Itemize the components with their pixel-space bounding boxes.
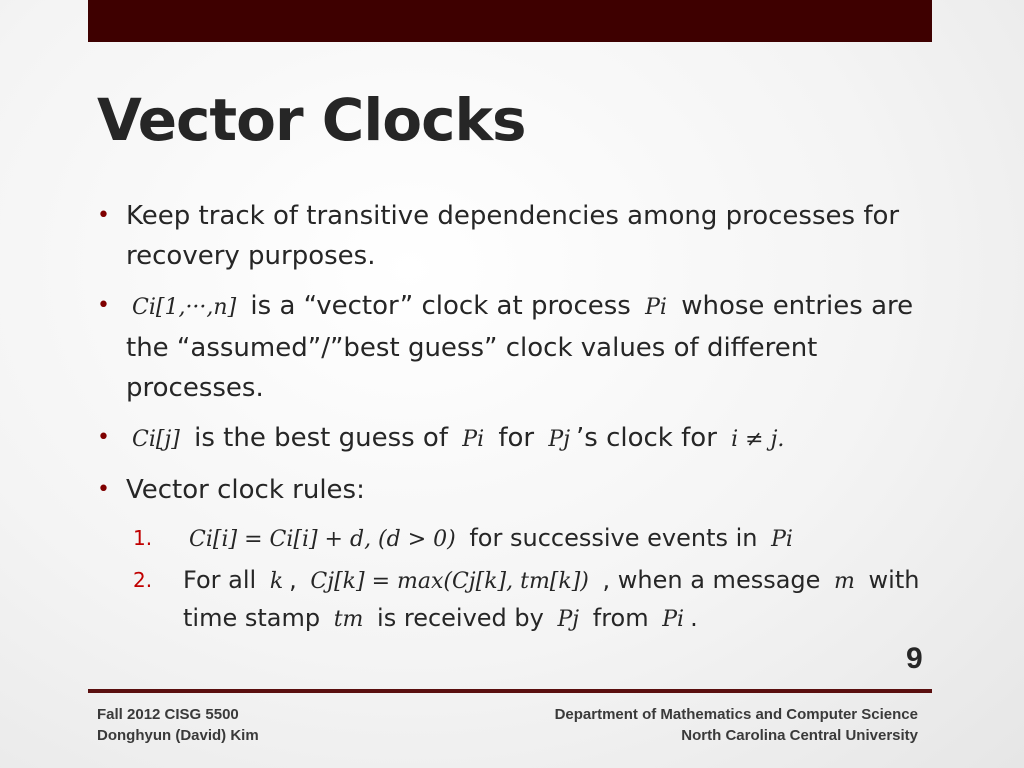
bullet-item [97,418,937,460]
math-expression: Pi [645,295,667,320]
slide-content [97,196,937,642]
bullet-text: Keep track of transitive dependencies among processes for recovery purposes. [126,201,900,271]
bullet-dot-icon: • [97,477,110,502]
rule-text: is received by [369,604,552,632]
bullet-dot-icon: • [97,293,110,318]
footer-left [97,704,259,746]
math-expression: Pi [771,527,793,552]
rule-text: . [690,604,698,632]
rule-text: with time stamp [183,566,920,632]
rule-item [97,520,937,558]
bullet-text: is the best guess of [185,423,457,453]
bullet-text: whose entries are the “assumed”/”best guess” clock values of different processes. [126,291,914,403]
page-number: 9 [906,642,923,675]
bullet-item [97,286,937,408]
rule-text: , [289,566,305,594]
footer-right [555,704,918,746]
bullet-item [97,196,937,276]
math-expression: i ≠ j. [731,427,785,452]
math-expression: Pj [557,607,580,632]
bullet-text: is a “vector” clock at process [242,291,640,321]
bullet-text: ’s clock for [576,423,726,453]
rule-item [97,562,937,638]
rule-text: from [585,604,657,632]
bullet-item [97,470,937,510]
department-label: Department of Mathematics and Computer Science [554,706,918,723]
math-expression: Ci[1,···,n] [132,295,237,320]
bullet-dot-icon: • [97,203,110,228]
math-expression: Ci[i] = Ci[i] + d, (d > 0) [189,527,456,552]
rule-text: For all [183,566,264,594]
rule-text: for successive events in [461,524,766,552]
math-expression: Pj [548,427,571,452]
math-expression: Ci[j] [132,427,180,452]
math-expression: m [834,569,855,594]
university-label: North Carolina Central University [681,727,918,744]
math-expression: Cj[k] = max(Cj[k], tm[k]) [310,569,589,594]
rule-number: 2. [133,568,153,592]
top-banner-bar [88,0,932,42]
bullet-text: Vector clock rules: [126,475,365,505]
slide-title: Vector Clocks [97,86,526,154]
rule-text: , when a message [594,566,829,594]
math-expression: tm [333,607,364,632]
math-expression: Pi [462,427,485,452]
bullet-text: for [490,423,543,453]
bullet-dot-icon: • [97,425,110,450]
instructor-label: Donghyun (David) Kim [97,727,259,744]
rules-list [97,520,937,638]
rule-number: 1. [133,526,153,550]
math-expression: Pi [662,607,685,632]
math-expression: k [269,569,284,594]
footer-divider [88,689,932,693]
course-label: Fall 2012 CISG 5500 [97,706,239,723]
